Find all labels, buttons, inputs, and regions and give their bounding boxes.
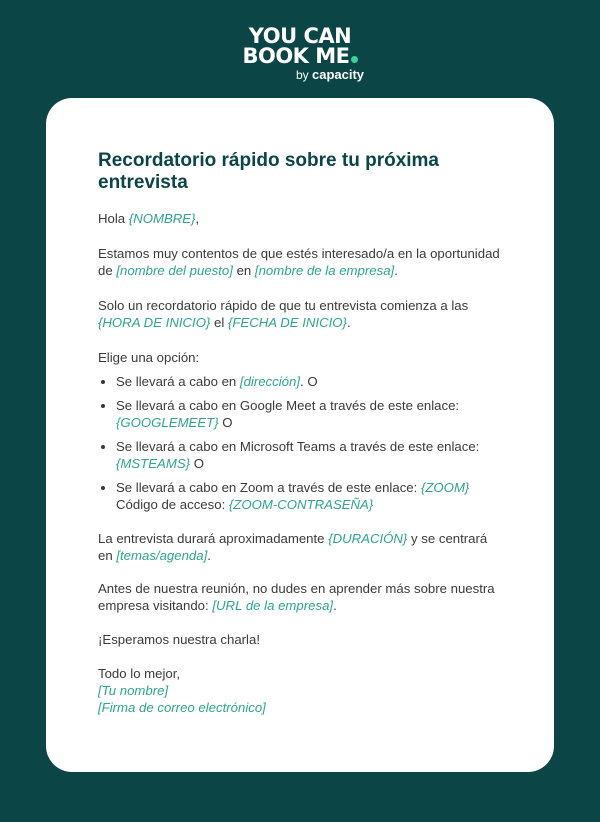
placeholder-address: [dirección] xyxy=(239,374,301,389)
placeholder-googlemeet: {GOOGLEMEET} xyxy=(116,415,219,430)
placeholder-topics: [temas/agenda] xyxy=(116,548,208,563)
logo-brand: capacity xyxy=(311,67,365,82)
placeholder-start-date: {FECHA DE INICIO} xyxy=(227,315,347,330)
placeholder-duration: {DURACIÓN} xyxy=(328,531,408,546)
email-title: Recordatorio rápido sobre tu próxima entrevista xyxy=(98,150,439,193)
paragraph-duration xyxy=(98,530,504,564)
text: Solo un recordatorio rápido de que tu entrevista comienza a las xyxy=(98,298,469,313)
text: . xyxy=(207,548,211,563)
email-card xyxy=(46,98,554,772)
placeholder-company-url: [URL de la empresa] xyxy=(212,598,334,613)
signoff: Todo lo mejor, xyxy=(98,666,181,681)
text: . xyxy=(394,263,398,278)
text: Antes de nuestra reunión, no dudes en aprender más sobre nuestra empresa visitando: xyxy=(98,581,495,613)
list-item xyxy=(116,397,504,431)
text: el xyxy=(210,315,228,330)
text: Se llevará a cabo en Microsoft Teams a través de este enlace: xyxy=(116,439,480,454)
logo-by: by xyxy=(295,68,309,82)
paragraph-opportunity xyxy=(98,245,504,279)
logo-line-1: YOU CAN xyxy=(248,24,352,48)
placeholder-nombre: {NOMBRE} xyxy=(128,211,196,226)
closing-line: ¡Esperamos nuestra charla! xyxy=(98,632,260,647)
placeholder-start-time: {HORA DE INICIO} xyxy=(98,315,211,330)
paragraph-reminder xyxy=(98,297,504,331)
text: Código de acceso: xyxy=(116,497,229,512)
text: y se centrará en xyxy=(98,531,488,563)
list-item xyxy=(116,373,504,390)
text: . O xyxy=(300,374,318,389)
logo-line-2-text: BOOK ME xyxy=(242,44,350,68)
options-intro: Elige una opción: xyxy=(98,350,200,365)
options-list xyxy=(98,373,504,513)
placeholder-company: [nombre de la empresa] xyxy=(254,263,395,278)
text: O xyxy=(218,415,233,430)
list-item xyxy=(116,479,504,513)
text: . xyxy=(346,315,351,330)
placeholder-zoom-password: {ZOOM-CONTRASEÑA} xyxy=(228,497,374,512)
placeholder-your-name: [Tu nombre] xyxy=(98,683,169,698)
logo-line-2 xyxy=(0,46,600,66)
list-item xyxy=(116,438,504,472)
text: en xyxy=(232,263,255,278)
text: La entrevista durará aproximadamente xyxy=(98,531,329,546)
placeholder-zoom: {ZOOM} xyxy=(420,480,470,495)
text: Se llevará a cabo en Zoom a través de este enlace: xyxy=(116,480,421,495)
placeholder-msteams: {MSTEAMS} xyxy=(116,456,191,471)
paragraph-company-url xyxy=(98,580,504,614)
text: Se llevará a cabo en Google Meet a través de este enlace: xyxy=(116,398,460,413)
logo-byline xyxy=(60,68,600,82)
greeting-text: Hola xyxy=(98,211,129,226)
text: Estamos muy contentos de que estés interesado/a en la oportunidad de xyxy=(98,246,500,278)
text: Se llevará a cabo en xyxy=(116,374,240,389)
text: . xyxy=(333,598,337,613)
logo xyxy=(0,26,600,82)
greeting-suffix: , xyxy=(195,211,200,226)
logo-dot-icon xyxy=(351,56,358,63)
greeting xyxy=(98,210,504,227)
placeholder-role: [nombre del puesto] xyxy=(116,263,233,278)
placeholder-signature: [Firma de correo electrónico] xyxy=(98,700,266,715)
text: O xyxy=(190,456,204,471)
